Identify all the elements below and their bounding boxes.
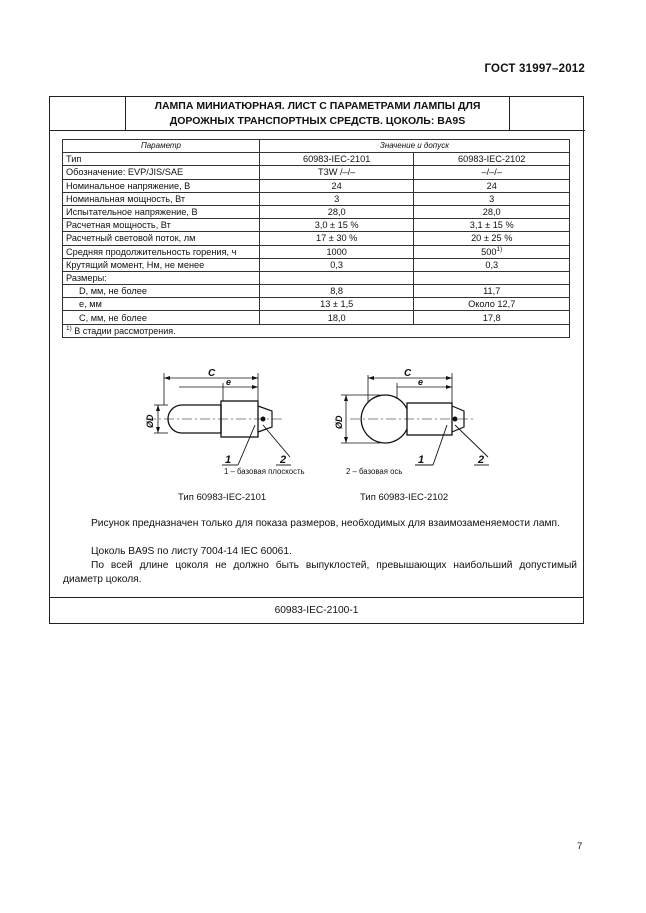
value-cell: 3 (414, 192, 570, 205)
param-cell: Средняя продолжительность горения, ч (63, 245, 260, 258)
arrow-icon (164, 376, 170, 380)
value-cell: 11,7 (414, 285, 570, 298)
arrow-icon (368, 376, 374, 380)
value-cell: 60983-IEC-2102 (414, 153, 570, 166)
reference-point-icon (453, 417, 458, 422)
value-cell: –/–/– (414, 166, 570, 179)
param-cell: C, мм, не более (63, 311, 260, 324)
label-1: 1 (418, 454, 425, 466)
arrow-icon (446, 385, 452, 389)
table-row (63, 219, 570, 232)
header-left-cell (50, 97, 126, 131)
value-text: 500 (481, 246, 497, 257)
param-cell: Обозначение: EVP/JIS/SAE (63, 166, 260, 179)
param-cell: Расчетная мощность, Вт (63, 219, 260, 232)
label-e: e (226, 377, 232, 387)
value-cell: 0,3 (259, 258, 414, 271)
value-cell: 28,0 (414, 205, 570, 218)
label-c: C (404, 368, 412, 379)
header-right-cell (509, 97, 585, 131)
param-cell: Тип (63, 153, 260, 166)
legend-base-axis: 2 – базовая ось (346, 467, 403, 476)
table-row (63, 298, 570, 311)
param-cell: D, мм, не более (63, 285, 260, 298)
caption-2102: Тип 60983-IEC-2102 (360, 492, 449, 503)
value-cell: 0,3 (414, 258, 570, 271)
param-column-header: Параметр (63, 140, 260, 153)
arrow-icon (344, 395, 348, 401)
reference-point-icon (261, 417, 266, 422)
table-row (63, 232, 570, 245)
table-header-row (63, 140, 570, 153)
leader-line-2 (263, 425, 290, 457)
label-1: 1 (225, 454, 232, 466)
footnote-row (63, 324, 570, 337)
value-cell: 18,0 (259, 311, 414, 324)
arrow-icon (344, 437, 348, 443)
caption-2101: Тип 60983-IEC-2101 (178, 492, 267, 503)
note-paragraph: Рисунок предназначен только для показа размеров, необходимых для взаимозаменяемости ламп. (91, 518, 560, 529)
note-paragraph: По всей длине цоколя не должно быть выпуклостей, превышающих наибольший допустимый диаметр цоколя. (63, 560, 577, 585)
value-cell: T3W /–/– (259, 166, 414, 179)
arrow-icon (252, 376, 258, 380)
footnote-cell (63, 324, 570, 337)
label-d: ØD (334, 415, 344, 429)
param-cell: Номинальная мощность, Вт (63, 192, 260, 205)
leader-line-1 (433, 425, 447, 465)
footnote-text: В стадии рассмотрения. (71, 325, 176, 336)
value-cell: 17 ± 30 % (259, 232, 414, 245)
param-cell: Размеры: (63, 271, 260, 284)
label-2: 2 (478, 454, 485, 466)
value-column-header: Значение и допуск (259, 140, 569, 153)
table-row (63, 192, 570, 205)
arrow-icon (446, 376, 452, 380)
arrow-icon (156, 427, 160, 433)
table-row (63, 285, 570, 298)
table-row (63, 258, 570, 271)
sheet-code: 60983-IEC-2100-1 (274, 605, 359, 616)
value-cell: 3,1 ± 15 % (414, 219, 570, 232)
value-cell: 3,0 ± 15 % (259, 219, 414, 232)
value-cell: 24 (414, 179, 570, 192)
value-cell: 28,0 (259, 205, 414, 218)
value-cell (259, 271, 414, 284)
sheet-title (126, 97, 509, 131)
leader-line-1 (238, 425, 255, 465)
footnote-mark: 1) (66, 324, 72, 332)
page-number: 7 (577, 841, 583, 852)
footer-divider (50, 597, 583, 598)
table-row (63, 153, 570, 166)
parameters-table (62, 139, 570, 338)
standard-number: ГОСТ 31997–2012 (484, 63, 585, 75)
lamp-2101-drawing (145, 368, 291, 466)
value-cell: 8,8 (259, 285, 414, 298)
sheet-title-line1: ЛАМПА МИНИАТЮРНАЯ. ЛИСТ С ПАРАМЕТРАМИ ЛАМПЫ ДЛЯ (154, 99, 481, 112)
footnote-ref: 1) (496, 245, 503, 253)
value-cell: 3 (259, 192, 414, 205)
note-paragraph: Цоколь BA9S по листу 7004-14 IEC 60061. (91, 546, 292, 557)
value-cell: 13 ± 1,5 (259, 298, 414, 311)
table-row (63, 245, 570, 258)
param-cell: Испытательное напряжение, В (63, 205, 260, 218)
arrow-icon (252, 385, 258, 389)
table-row (63, 311, 570, 324)
leader-line-2 (455, 425, 488, 457)
param-cell: Номинальное напряжение, В (63, 179, 260, 192)
data-sheet-frame (49, 96, 584, 624)
label-e: e (418, 377, 424, 387)
lamp-2102-drawing (334, 368, 489, 466)
value-cell: 60983-IEC-2101 (259, 153, 414, 166)
arrow-icon (156, 405, 160, 411)
label-2: 2 (280, 454, 287, 466)
table-row (63, 166, 570, 179)
table-row (63, 179, 570, 192)
param-cell: Крутящий момент, Нм, не менее (63, 258, 260, 271)
value-cell (414, 245, 570, 258)
value-cell: 1000 (259, 245, 414, 258)
label-c: C (208, 368, 216, 379)
value-cell: 17,8 (414, 311, 570, 324)
value-cell: 24 (259, 179, 414, 192)
legend-base-plane: 1 – базовая плоскость (224, 467, 305, 476)
lamp-drawings (50, 365, 585, 477)
value-cell (414, 271, 570, 284)
label-d: ØD (145, 414, 155, 428)
table-row (63, 205, 570, 218)
param-cell: Расчетный световой поток, лм (63, 232, 260, 245)
table-row (63, 271, 570, 284)
param-cell: e, мм (63, 298, 260, 311)
value-cell: 20 ± 25 % (414, 232, 570, 245)
sheet-title-line2: ДОРОЖНЫХ ТРАНСПОРТНЫХ СРЕДСТВ. ЦОКОЛЬ: BA9S (169, 114, 466, 127)
value-cell: Около 12,7 (414, 298, 570, 311)
